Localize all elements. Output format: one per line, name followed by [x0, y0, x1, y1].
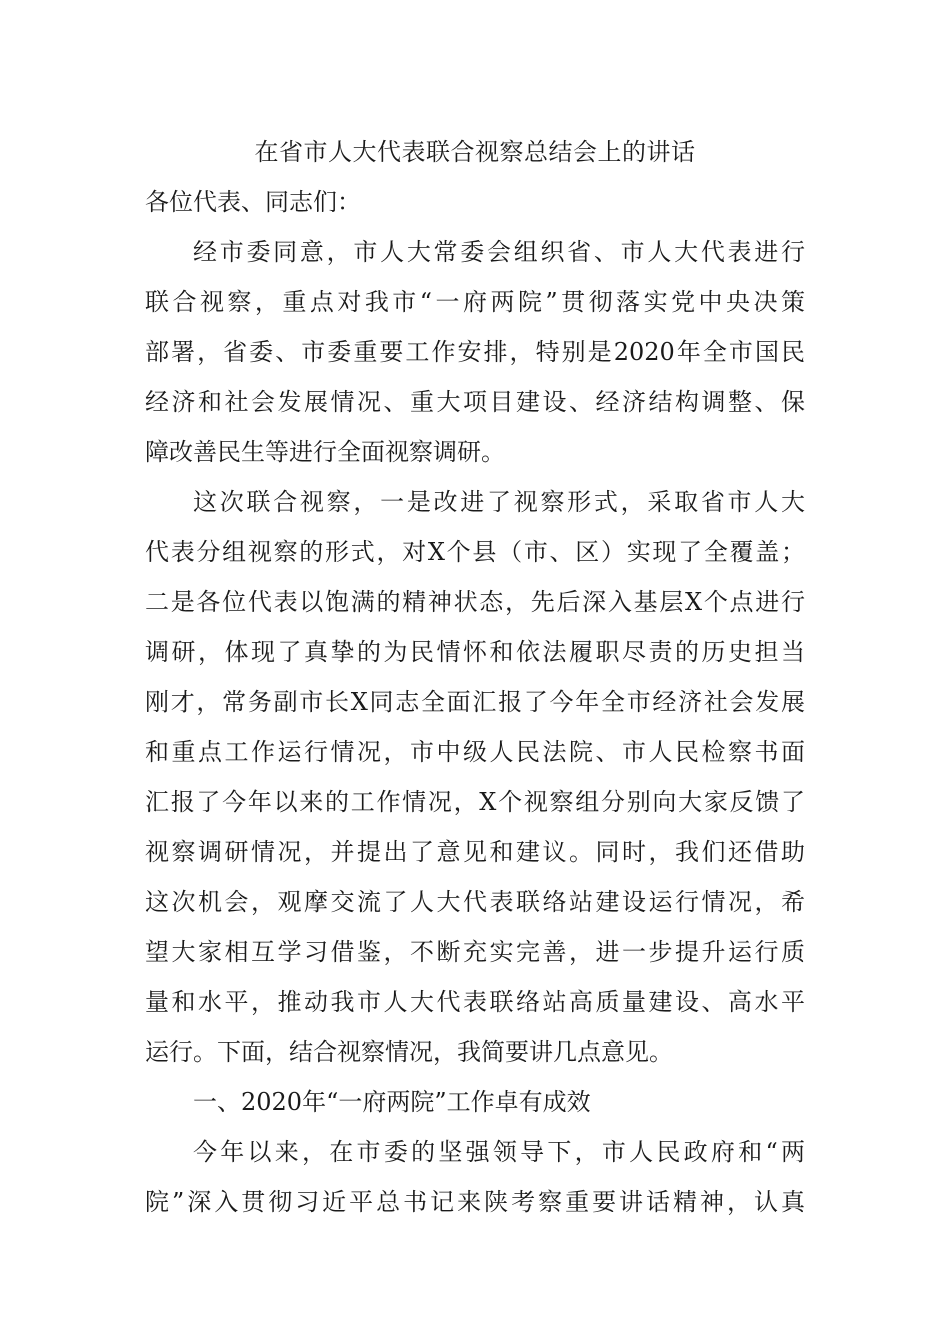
paragraph-line: 二是各位代表以饱满的精神状态，先后深入基层X个点进行: [145, 588, 805, 616]
paragraph-line: 调研，体现了真挚的为民情怀和依法履职尽责的历史担当: [145, 638, 805, 666]
paragraph-line: 联合视察，重点对我市“一府两院”贯彻落实党中央决策: [145, 288, 805, 316]
salutation: 各位代表、同志们：: [145, 188, 361, 216]
paragraph-line: 障改善民生等进行全面视察调研。: [145, 438, 505, 466]
paragraph-line: 部署，省委、市委重要工作安排，特别是2020年全市国民: [145, 338, 805, 366]
paragraph-line: 今年以来，在市委的坚强领导下，市人民政府和“两: [193, 1138, 805, 1166]
paragraph-line: 运行。下面，结合视察情况，我简要讲几点意见。: [145, 1038, 673, 1066]
paragraph-line: 经市委同意，市人大常委会组织省、市人大代表进行: [193, 238, 805, 266]
paragraph-line: 和重点工作运行情况，市中级人民法院、市人民检察书面: [145, 738, 805, 766]
paragraph-line: 这次机会，观摩交流了人大代表联络站建设运行情况，希: [145, 888, 805, 916]
paragraph-line: 望大家相互学习借鉴，不断充实完善，进一步提升运行质: [145, 938, 805, 966]
section-heading: 一、2020年“一府两院”工作卓有成效: [193, 1088, 591, 1116]
paragraph-line: 视察调研情况，并提出了意见和建议。同时，我们还借助: [145, 838, 805, 866]
paragraph-line: 代表分组视察的形式，对X个县（市、区）实现了全覆盖；: [145, 538, 805, 566]
paragraph-line: 院”深入贯彻习近平总书记来陕考察重要讲话精神，认真: [145, 1188, 805, 1216]
paragraph-line: 汇报了今年以来的工作情况，X个视察组分别向大家反馈了: [145, 788, 805, 816]
document-title: 在省市人大代表联合视察总结会上的讲话: [254, 138, 696, 166]
paragraph-line: 量和水平，推动我市人大代表联络站高质量建设、高水平: [145, 988, 805, 1016]
paragraph-line: 刚才，常务副市长X同志全面汇报了今年全市经济社会发展: [145, 688, 805, 716]
paragraph-line: 经济和社会发展情况、重大项目建设、经济结构调整、保: [145, 388, 805, 416]
paragraph-line: 这次联合视察，一是改进了视察形式，采取省市人大: [193, 488, 805, 516]
